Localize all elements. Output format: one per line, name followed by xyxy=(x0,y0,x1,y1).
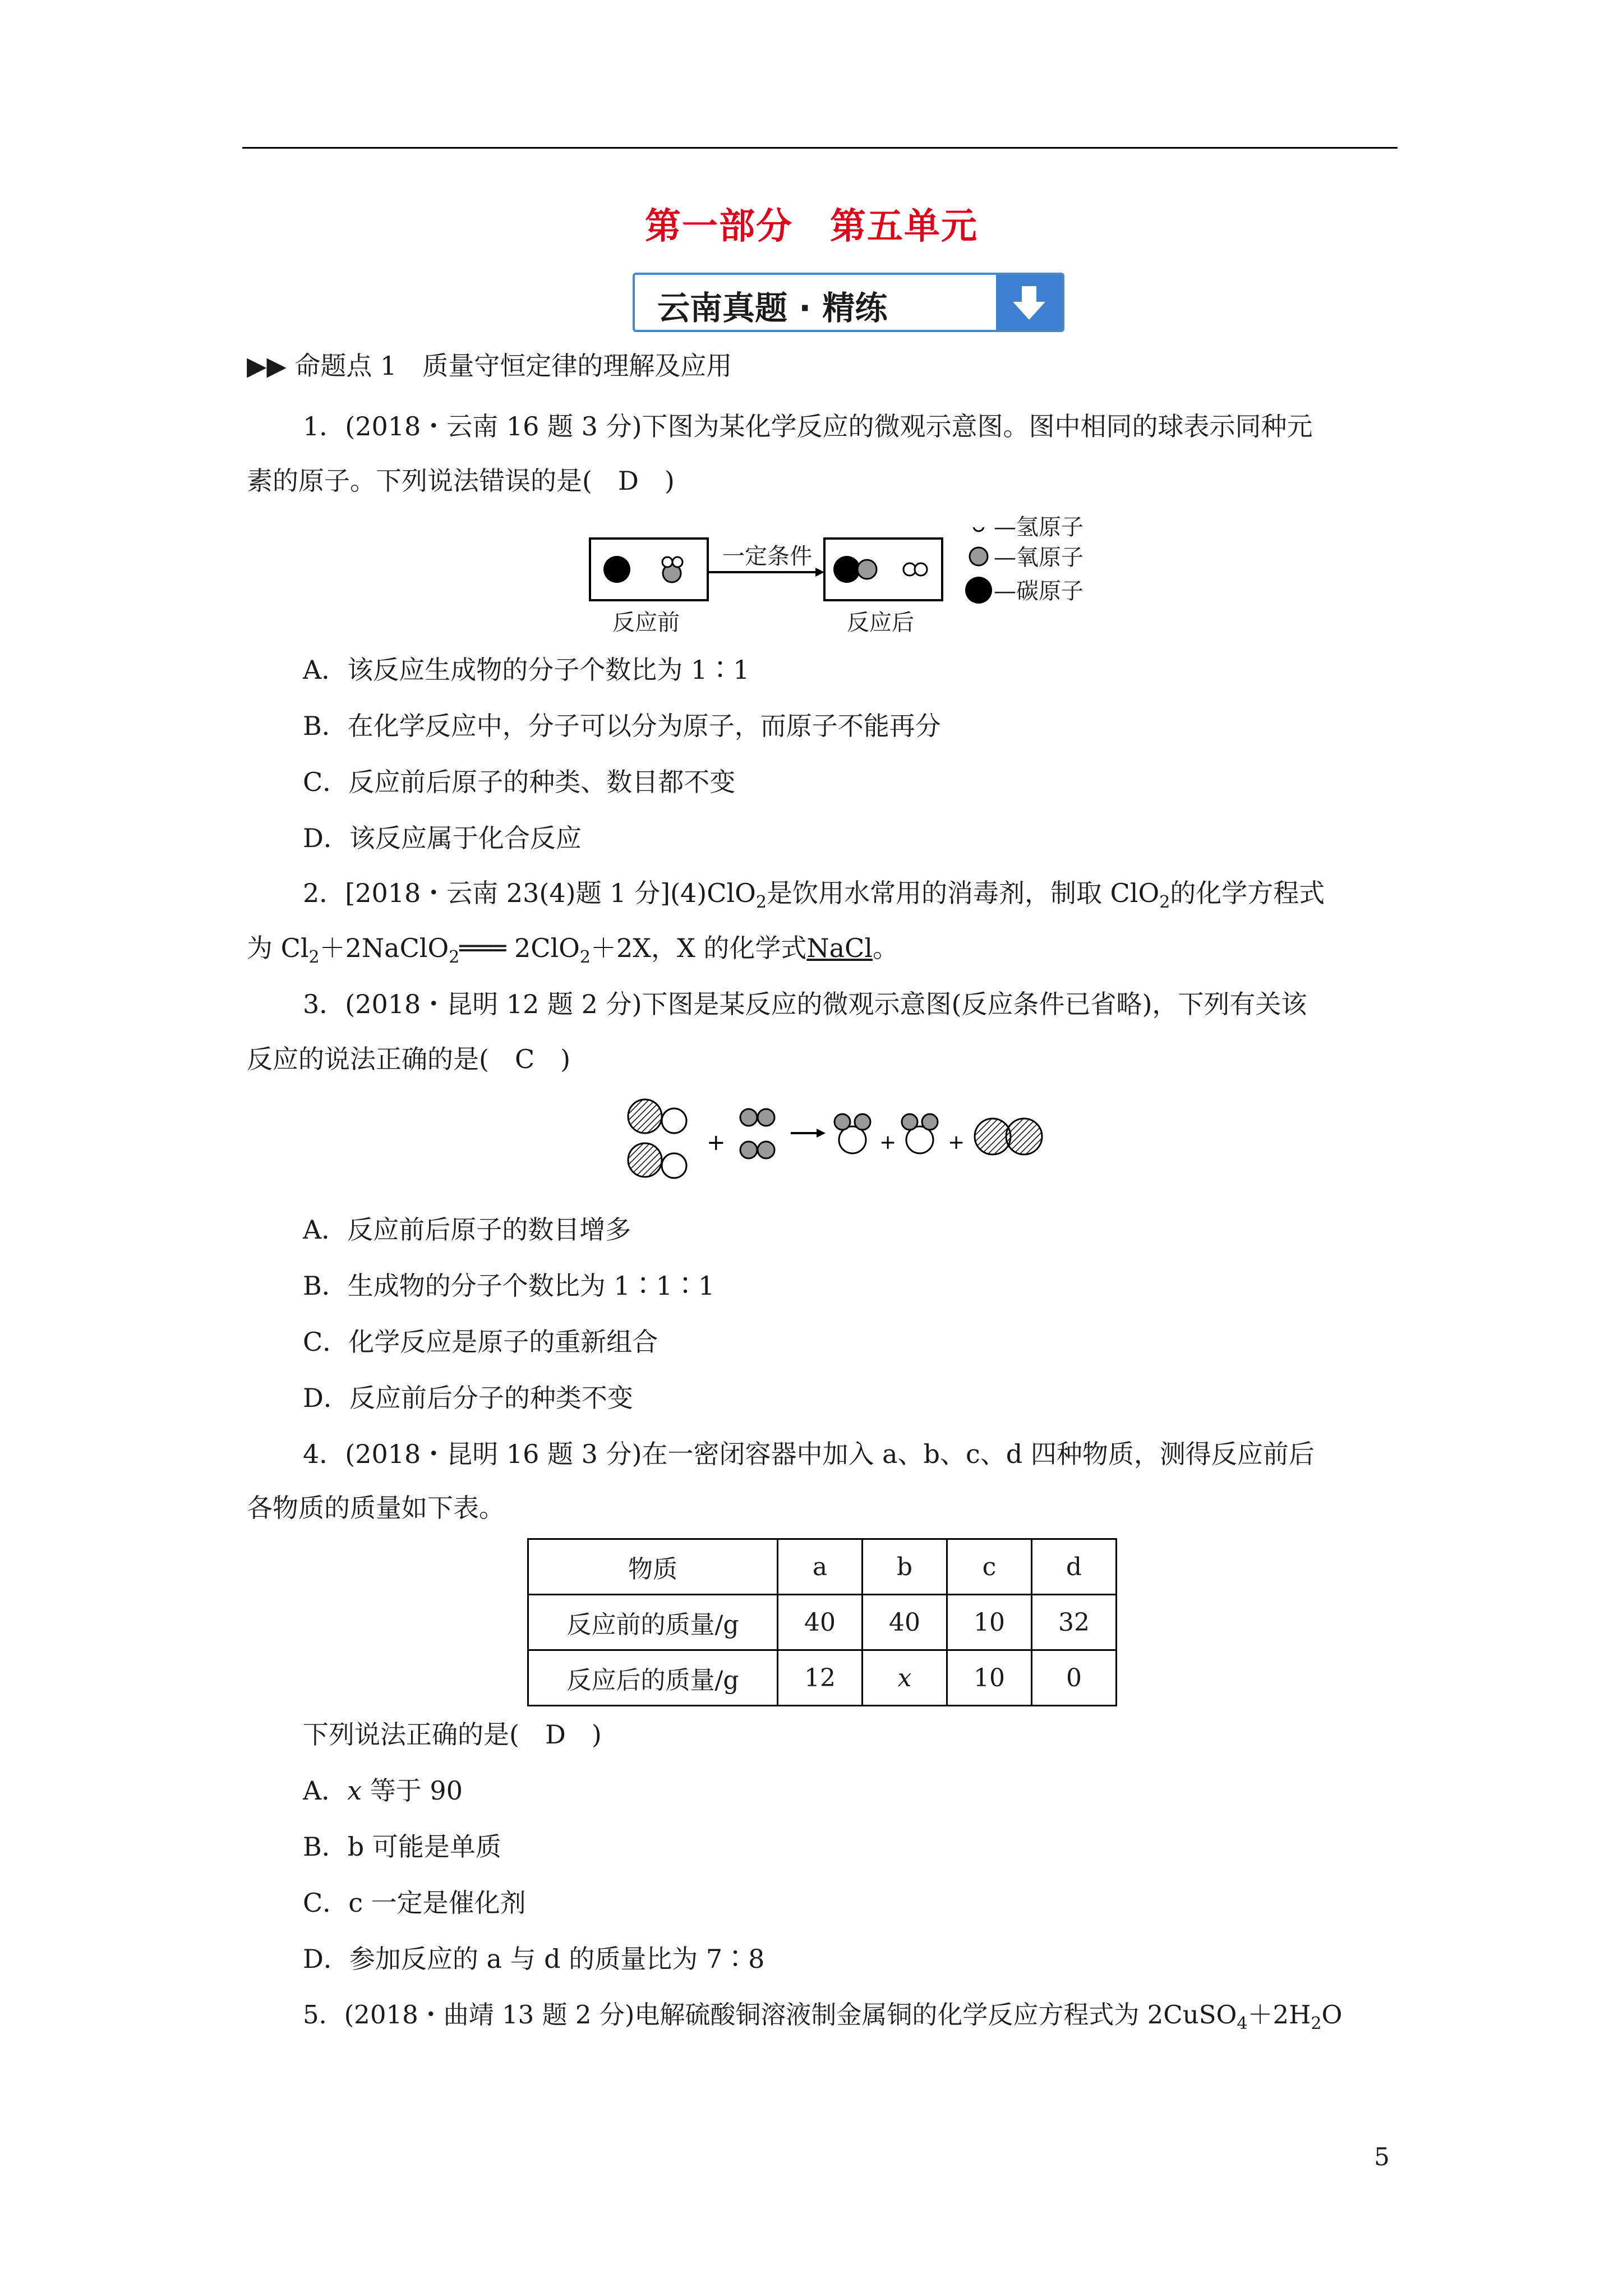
table-row xyxy=(528,1595,1117,1650)
q3-stem-1: 3．(2018・昆明 12 题 2 分)下图是某反应的微观示意图(反应条件已省略)，下列有关该 xyxy=(303,989,1307,1019)
q2-subscript: 2 xyxy=(579,947,591,967)
table-cell: 32 xyxy=(1032,1595,1117,1650)
q5-text: O xyxy=(1321,2000,1343,2030)
q5-text: 5．(2018・曲靖 13 题 2 分)电解硫酸铜溶液制金属铜的化学反应方程式为 2CuSO xyxy=(303,2000,1237,2030)
table-cell: 10 xyxy=(947,1595,1032,1650)
q3-option-b: B．生成物的分子个数比为 1∶1∶1 xyxy=(303,1271,715,1301)
q2-text: 的化学方程式 xyxy=(1170,878,1325,908)
q4-stem-1: 4．(2018・昆明 16 题 3 分)在一密闭容器中加入 a、b、c、d 四种物质，测得反应前后 xyxy=(303,1439,1315,1469)
q1-stem-1: 1．(2018・云南 16 题 3 分)下图为某化学反应的微观示意图。图中相同的球表示同种元 xyxy=(303,411,1313,441)
q2-line-1 xyxy=(303,876,1325,919)
table-cell: c xyxy=(947,1539,1032,1595)
q1-after-label: 反应后 xyxy=(847,610,914,636)
q3-option-a: A．反应前后原子的数目增多 xyxy=(303,1214,631,1245)
table-cell: x xyxy=(863,1650,947,1706)
q2-text: ═══ 2ClO xyxy=(459,933,580,963)
download-arrow-icon xyxy=(996,275,1062,330)
table-cell: 40 xyxy=(778,1595,863,1650)
section-heading xyxy=(247,349,732,383)
q3-option-c: C．化学反应是原子的重新组合 xyxy=(303,1327,658,1357)
table-cell: 10 xyxy=(947,1650,1032,1706)
q1-legend-oxygen: —氧原子 xyxy=(994,545,1083,570)
table-cell: 物质 xyxy=(528,1539,778,1595)
header-rule xyxy=(242,147,1398,149)
q5-subscript: 4 xyxy=(1237,2014,1248,2033)
q1-reaction-diagram xyxy=(589,514,1094,645)
option-variable: x xyxy=(347,1775,362,1806)
q4-option-b: B．b 可能是单质 xyxy=(303,1832,501,1862)
page-number: 5 xyxy=(1374,2143,1390,2171)
q4-stem-2: 各物质的质量如下表。 xyxy=(247,1493,505,1523)
section-banner xyxy=(633,273,1064,332)
q1-option-a: A．该反应生成物的分子个数比为 1∶1 xyxy=(303,655,750,685)
q2-subscript: 2 xyxy=(755,892,767,912)
q1-legend-hydrogen: —氢原子 xyxy=(994,514,1083,540)
svg-text:+: + xyxy=(948,1131,965,1154)
section-label: 命题点 1 质量守恒定律的理解及应用 xyxy=(294,351,732,381)
q1-stem-2: 素的原子。下列说法错误的是( D ) xyxy=(247,466,675,496)
q2-subscript: 2 xyxy=(1159,892,1170,912)
q2-text: 2．[2018・云南 23(4)题 1 分](4)ClO xyxy=(303,878,756,908)
q4-mass-table xyxy=(527,1538,1117,1706)
q4-option-d: D．参加反应的 a 与 d 的质量比为 7∶8 xyxy=(303,1944,765,1974)
q2-text: ＋2NaClO xyxy=(319,933,449,963)
q2-line-2 xyxy=(247,931,898,974)
option-text: 等于 90 xyxy=(362,1775,463,1806)
q1-option-c: C．反应前后原子的种类、数目都不变 xyxy=(303,767,736,797)
q3-stem-2: 反应的说法正确的是( C ) xyxy=(247,1044,571,1074)
banner-label: 云南真题 · 精练 xyxy=(657,289,888,327)
q2-text: ＋2X，X 的化学式 xyxy=(590,933,807,963)
table-cell: 反应后的质量/g xyxy=(528,1650,778,1706)
q1-before-label: 反应前 xyxy=(612,610,680,636)
svg-text:+: + xyxy=(879,1131,897,1154)
option-text: A． xyxy=(303,1775,348,1806)
table-header-row xyxy=(528,1539,1117,1595)
q3-option-d: D．反应前后分子的种类不变 xyxy=(303,1383,633,1413)
q4-option-c: C．c 一定是催化剂 xyxy=(303,1888,526,1918)
q2-subscript: 2 xyxy=(449,947,460,967)
double-arrow-icon: ▶▶ xyxy=(247,351,287,381)
q2-answer: NaCl xyxy=(806,933,873,963)
q2-text: 为 Cl xyxy=(247,933,309,963)
q5-stem xyxy=(303,1998,1342,2041)
svg-text:+: + xyxy=(707,1130,726,1156)
table-cell: 反应前的质量/g xyxy=(528,1595,778,1650)
q1-option-b: B．在化学反应中，分子可以分为原子，而原子不能再分 xyxy=(303,711,941,741)
q4-option-a xyxy=(303,1774,463,1807)
q3-diagram-svg xyxy=(623,1094,1082,1195)
q1-arrow-label: 一定条件 xyxy=(722,544,812,569)
q5-subscript: 2 xyxy=(1311,2014,1322,2033)
table-cell: d xyxy=(1032,1539,1117,1595)
table-row xyxy=(528,1650,1117,1706)
q1-legend-carbon: —碳原子 xyxy=(994,578,1083,604)
q4-prompt: 下列说法正确的是( D ) xyxy=(303,1719,602,1750)
q2-text: 。 xyxy=(872,933,898,963)
q1-option-d: D．该反应属于化合反应 xyxy=(303,823,582,853)
page-title: 第一部分 第五单元 xyxy=(645,206,978,247)
table-cell: 12 xyxy=(778,1650,863,1706)
q5-text: ＋2H xyxy=(1247,2000,1311,2030)
table-cell: 40 xyxy=(863,1595,947,1650)
table-cell: 0 xyxy=(1032,1650,1117,1706)
table-cell: b xyxy=(863,1539,947,1595)
q2-text: 是饮用水常用的消毒剂，制取 ClO xyxy=(766,878,1160,908)
q3-reaction-diagram xyxy=(623,1094,1082,1195)
q2-subscript: 2 xyxy=(308,947,320,967)
table-cell: a xyxy=(778,1539,863,1595)
